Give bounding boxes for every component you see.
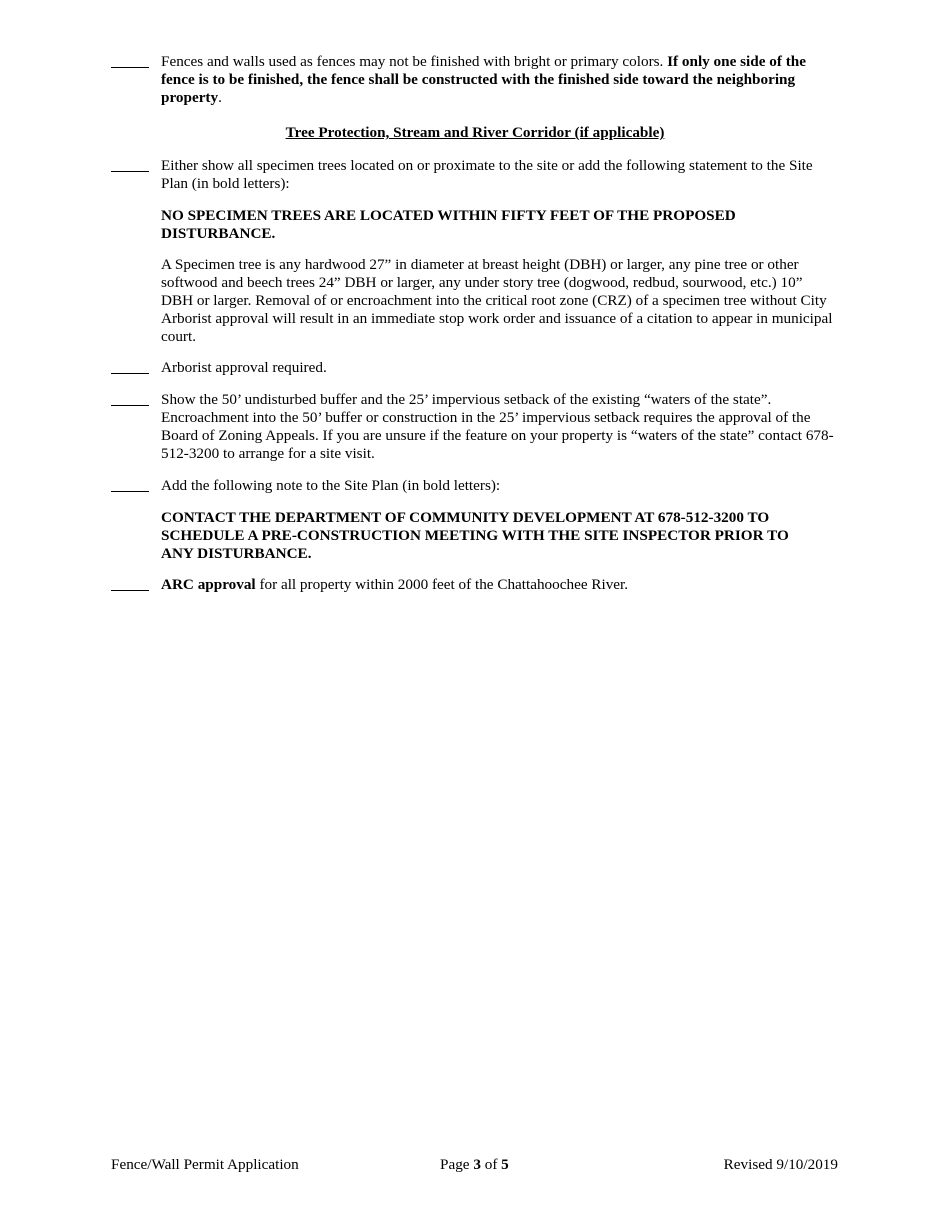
item-text-bold: If only one side of the fence is to be finished, the fence shall be constructed with the finished side toward the neighboring property [161,53,806,106]
item-text: Add the following note to the Site Plan (in bold letters): [161,477,501,494]
item-text-tail: . [218,89,222,106]
item-text-regular: for all property within 2000 feet of the Chattahoochee River. [255,576,629,593]
footer-document-title: Fence/Wall Permit Application [111,1156,299,1173]
item-text [161,53,841,107]
page-total: 5 [501,1156,509,1173]
item-text: Arborist approval required. [161,359,327,376]
item-text-bold: ARC approval [161,576,256,593]
item-text [161,576,841,594]
item-text: Show the 50’ undisturbed buffer and the 25’ impervious setback of the existing “waters of the state”. Encroachment into the 50’ buffer or construction in the 25’ impervious setback requires the approval of the Board of Zoning Appeals. If you are unsure if the feature on your property is “waters of the state” contact 678-512-3200 to arrange for a site visit. [161,391,834,462]
footer-page-number [440,1156,509,1174]
contact-note: CONTACT THE DEPARTMENT OF COMMUNITY DEVELOPMENT AT 678-512-3200 TO SCHEDULE A PRE-CONSTRUCTION MEETING WITH THE SITE INSPECTOR PRIOR TO ANY DISTURBANCE. [161,509,789,562]
item-text-regular: Fences and walls used as fences may not be finished with bright or primary colors. [161,53,668,70]
specimen-definition: A Specimen tree is any hardwood 27” in diameter at breast height (DBH) or larger, any pine tree or other softwood and beech trees 24” DBH or larger, any under story tree (dogwood, redbud, sourwood, etc.) 10” DBH or larger. Removal of or encroachment into the critical root zone (CRZ) of a specimen tree without City Arborist approval will result in an immediate stop work order and issuance of a citation to appear in municipal court. [161,256,833,345]
footer-revised-date: Revised 9/10/2019 [723,1156,838,1173]
specimen-statement: NO SPECIMEN TREES ARE LOCATED WITHIN FIFTY FEET OF THE PROPOSED DISTURBANCE. [161,207,736,242]
section-heading: Tree Protection, Stream and River Corridor (if applicable) [285,124,665,141]
page-current: 3 [473,1156,481,1173]
page-prefix: Page [440,1156,474,1173]
page-of: of [480,1156,502,1173]
item-text: Either show all specimen trees located on or proximate to the site or add the following statement to the Site Plan (in bold letters): [161,157,813,192]
